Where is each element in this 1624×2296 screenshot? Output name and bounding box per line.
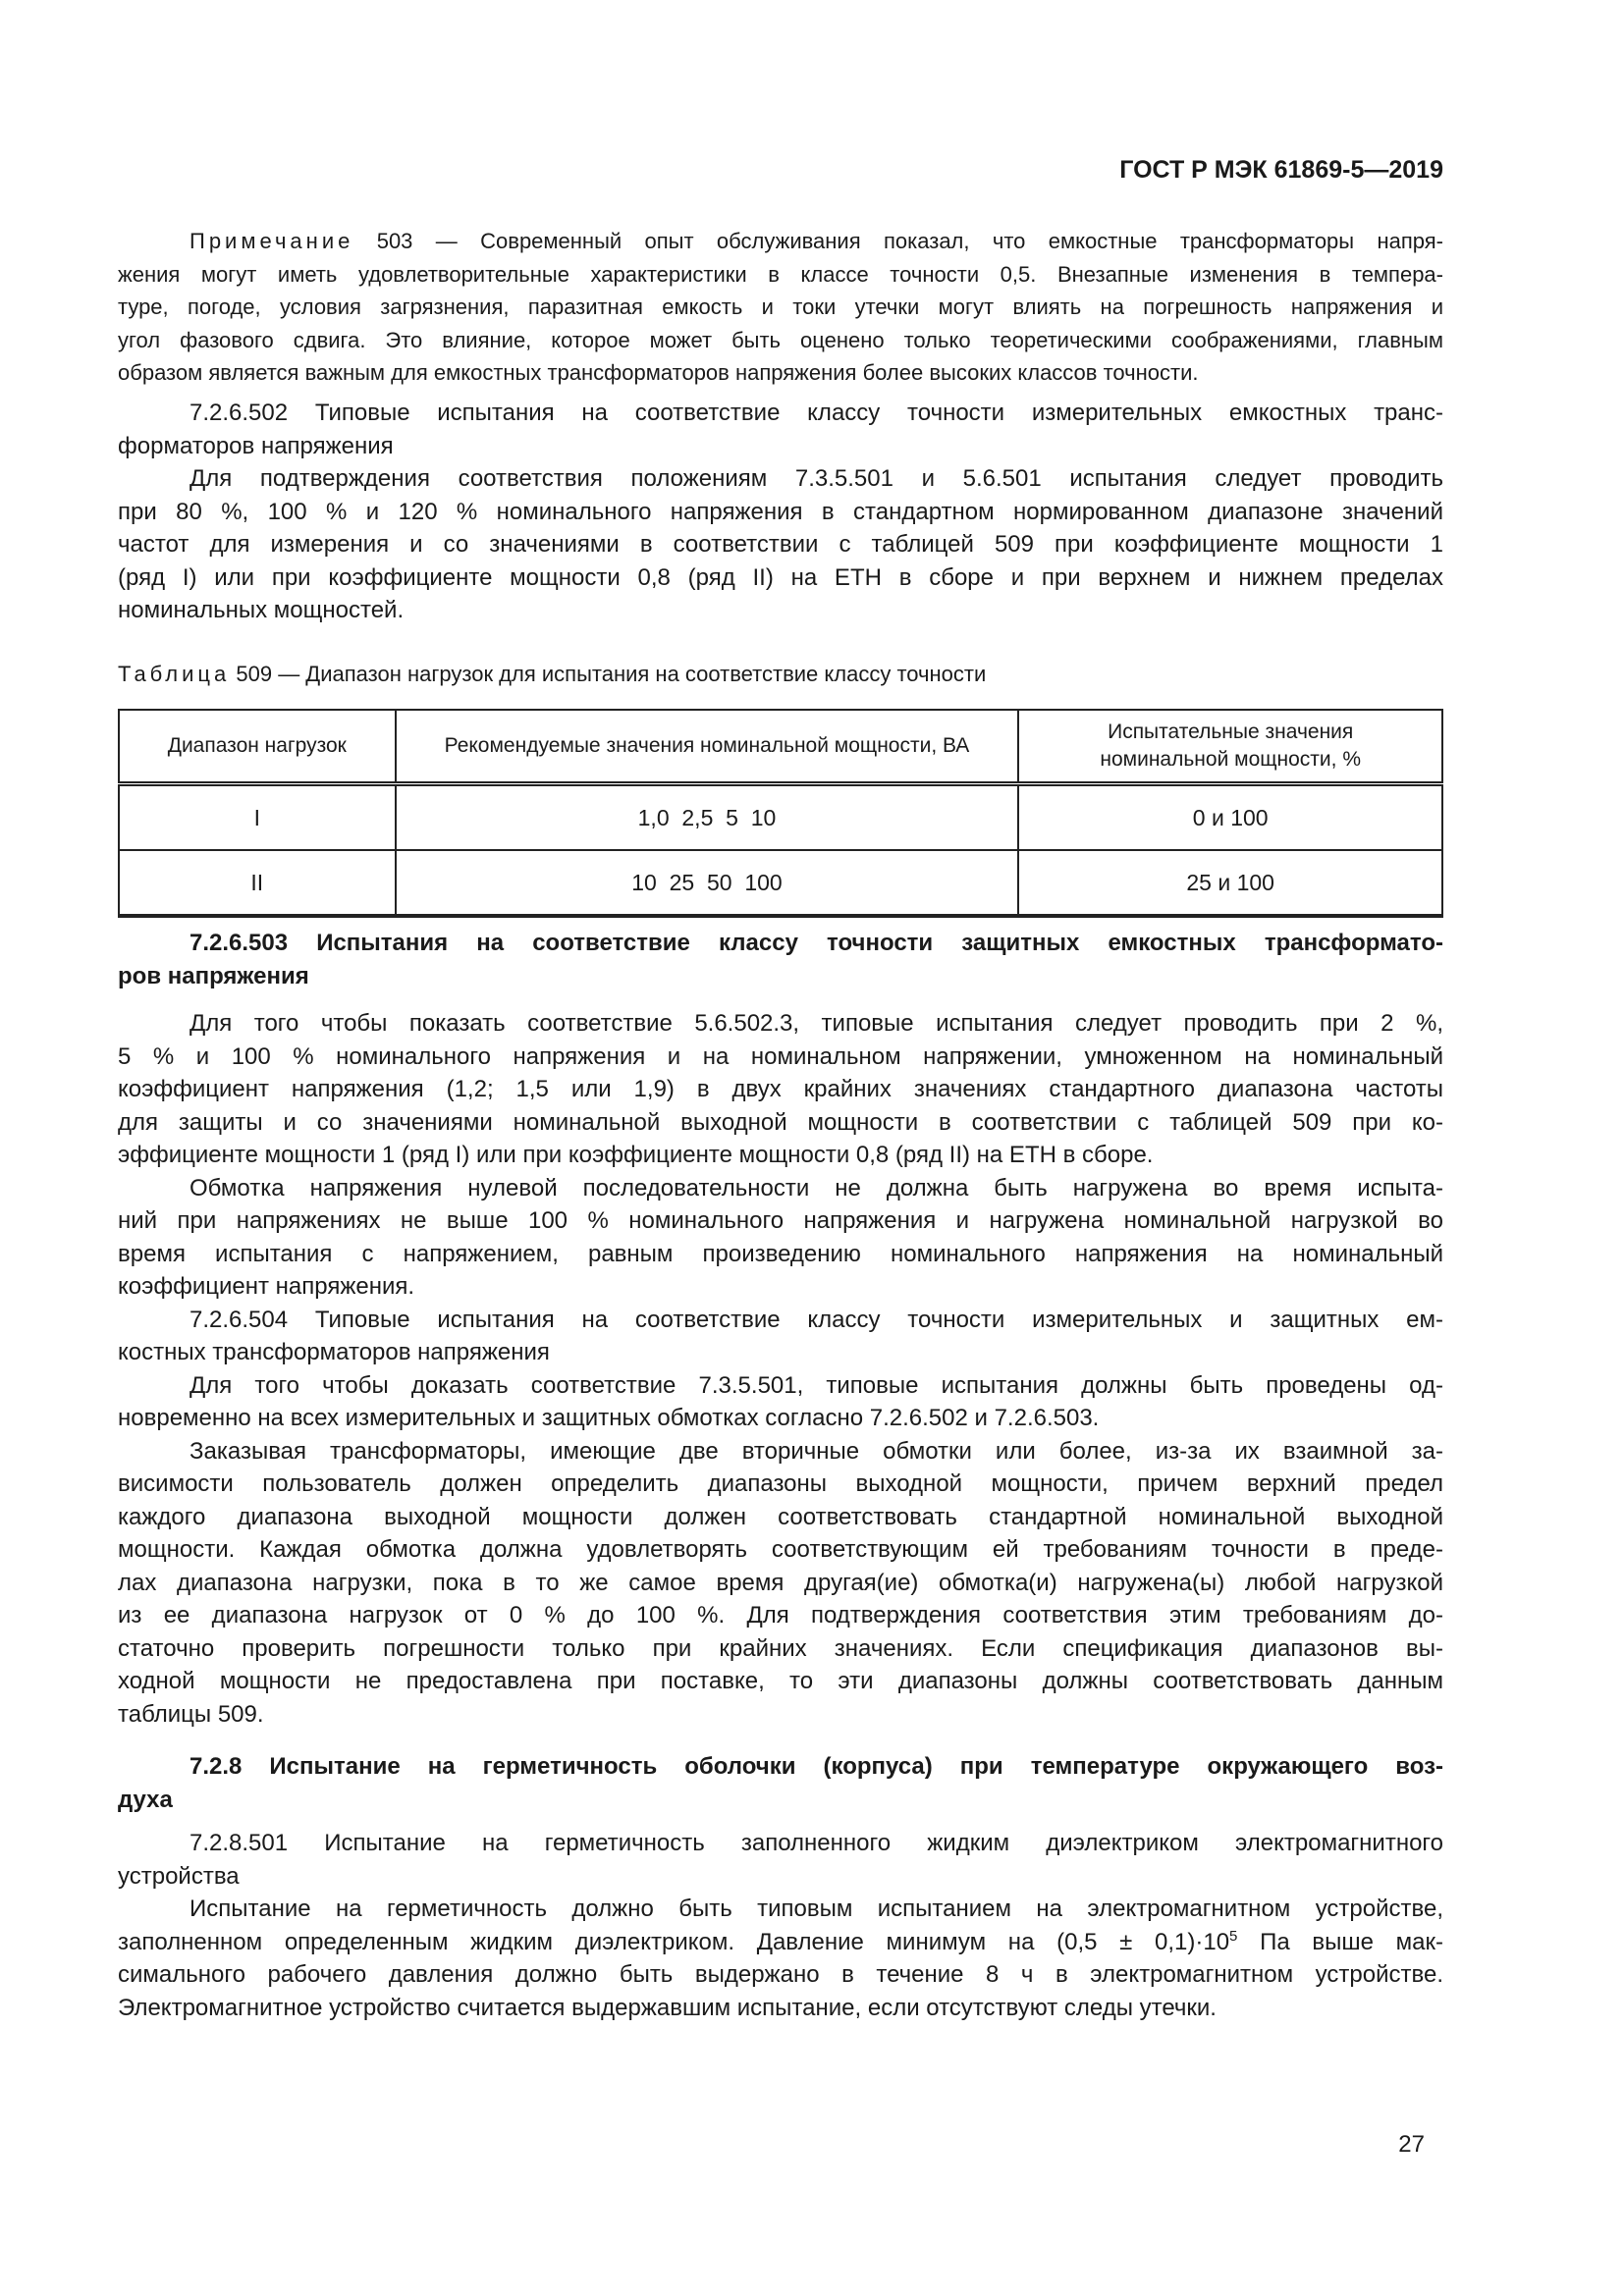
table-caption [118,658,986,690]
text-line: Для того чтобы доказать соответствие 7.3.5.501, типовые испытания должны быть проведены од- [189,1371,1443,1399]
text-line: новременно на всех измерительных и защитных обмотках согласно 7.2.6.502 и 7.2.6.503. [118,1405,1100,1431]
table-caption-lead: Таблица [118,662,231,686]
text-line: ходной мощности не предоставлена при поставке, то эти диапазоны должны соответствовать данным [118,1668,1443,1694]
text-line: духа [118,1786,173,1813]
text-line [118,1926,1443,1959]
header-cell: Испытательные значения номинальной мощности, % [1018,710,1442,784]
text-line: 7.2.6.503 Испытания на соответствие классу точности защитных емкостных трансформато- [189,930,1443,956]
text-line: для защиты и со значениями номинальной выходной мощности в соответствии с таблицей 509 при ко- [118,1108,1443,1136]
table-cell: I [119,784,396,851]
note-503 [118,225,1443,390]
text-line: эффициенте мощности 1 (ряд I) или при коэффициенте мощности 0,8 (ряд II) на ЕТН в сборе. [118,1142,1154,1168]
text-line: таблицы 509. [118,1700,264,1728]
text-line: статочно проверить погрешности только при крайних значениях. Если спецификация диапазонов вы- [118,1634,1443,1662]
exponent: 5 [1229,1927,1238,1945]
text-line: частот для измерения и со значениями в соответствии с таблицей 509 при коэффициенте мощности 1 [118,531,1443,558]
table-caption-text: 509 — Диапазон нагрузок для испытания на соответствие классу точности [230,662,987,686]
text-line: симального рабочего давления должно быть выдержано в течение 8 ч в электромагнитном устройстве. [118,1961,1443,1988]
section-7-2-8-title [118,1750,1443,1816]
text-segment: заполненном определенным жидким диэлектриком. Давление минимум на (0,5 ± 0,1)·10 [118,1928,1230,1955]
header-cell: Диапазон нагрузок [119,710,396,784]
note-label: Примечание [189,229,354,253]
text-line: номинальных мощностей. [118,597,405,623]
text-line: ров напряжения [118,962,309,989]
text-line: ний при напряжениях не выше 100 % номинального напряжения и нагружена номинальной нагрузкой во [118,1207,1443,1234]
text-line: (ряд I) или при коэффициенте мощности 0,8 (ряд II) на ЕТН в сборе и при верхнем и нижнем пределах [118,563,1443,591]
text-line: 5 % и 100 % номинального напряжения и на номинальном напряжении, умноженном на номинальный [118,1042,1443,1070]
section-7-2-6-503-title [118,927,1443,992]
table-cell: 10 25 50 100 [396,850,1019,916]
text-line: 7.2.6.504 Типовые испытания на соответствие классу точности измерительных и защитных ем- [189,1306,1443,1333]
header-cell: Рекомендуемые значения номинальной мощности, ВА [396,710,1019,784]
text-line: форматоров напряжения [118,432,394,459]
table-cell: II [119,850,396,916]
table-header-row [119,710,1442,784]
text-line: лах диапазона нагрузки, пока в то же самое время другая(ие) обмотка(и) нагружена(ы) любой нагрузкой [118,1569,1443,1596]
text-line: коэффициент напряжения (1,2; 1,5 или 1,9) в двух крайних значениях стандартного диапазона частоты [118,1076,1443,1102]
page-number: 27 [1398,2131,1425,2158]
text-line: Обмотка напряжения нулевой последовательности не должна быть нагружена во время испыта- [189,1174,1443,1201]
text-line: 7.2.6.502 Типовые испытания на соответствие классу точности измерительных емкостных транс- [189,400,1443,426]
table-cell: 0 и 100 [1018,784,1442,851]
document-header-id: ГОСТ Р МЭК 61869-5—2019 [1119,156,1443,184]
text-segment: Па выше мак- [1237,1928,1443,1955]
text-line: из ее диапазона нагрузок от 0 % до 100 %. Для подтверждения соответствия этим требованиям до- [118,1602,1443,1629]
text-line: жения могут иметь удовлетворительные характеристики в классе точности 0,5. Внезапные изменения в темпера- [118,261,1443,287]
text-line: Электромагнитное устройство считается выдержавшим испытание, если отсутствуют следы утечки. [118,1994,1217,2021]
table-row [119,850,1442,916]
table-row [119,784,1442,851]
text-line: коэффициент напряжения. [118,1273,415,1300]
text-line: 7.2.8.501 Испытание на герметичность заполненного жидким диэлектриком электромагнитного [189,1830,1443,1856]
text-line: Заказывая трансформаторы, имеющие две вторичные обмотки или более, из-за их взаимной за- [189,1437,1443,1465]
text-line: угол фазового сдвига. Это влияние, которое может быть оценено только теоретическими соображениями, главным [118,327,1443,352]
text-line: Для подтверждения соответствия положениям 7.3.5.501 и 5.6.501 испытания следует проводить [189,465,1443,492]
text-line: образом является важным для емкостных трансформаторов напряжения более высоких классов точности. [118,360,1199,385]
text-line: Для того чтобы показать соответствие 5.6.502.3, типовые испытания следует проводить при 2 %, [189,1010,1443,1037]
text-line: костных трансформаторов напряжения [118,1339,550,1365]
text-line: 7.2.8 Испытание на герметичность оболочки (корпуса) при температуре окружающего воз- [189,1753,1443,1780]
section-7-2-6-503-body [118,1007,1443,1731]
text-line: устройства [118,1862,240,1890]
load-range-table [118,709,1443,918]
table-cell: 25 и 100 [1018,850,1442,916]
table-cell: 1,0 2,5 5 10 [396,784,1019,851]
text-line [118,225,1443,258]
text-line: при 80 %, 100 % и 120 % номинального напряжения в стандартном нормированном диапазоне значений [118,498,1443,525]
text-segment: 503 — Современный опыт обслуживания показал, что емкостные трансформаторы напря- [353,229,1443,253]
text-line: мощности. Каждая обмотка должна удовлетворять соответствующим ей требованиям точности в преде- [118,1536,1443,1563]
text-line: висимости пользователь должен определить диапазоны выходной мощности, причем верхний предел [118,1470,1443,1497]
text-line: время испытания с напряжением, равным произведению номинального напряжения на номинальный [118,1240,1443,1267]
text-line: каждого диапазона выходной мощности должен соответствовать стандартной номинальной выходной [118,1503,1443,1530]
section-7-2-6-502 [118,397,1443,627]
text-line: Испытание на герметичность должно быть типовым испытанием на электромагнитном устройстве, [189,1896,1443,1922]
section-7-2-8-501 [118,1827,1443,2024]
text-line: туре, погоде, условия загрязнения, паразитная емкость и токи утечки могут влиять на погрешность напряжения и [118,294,1443,319]
